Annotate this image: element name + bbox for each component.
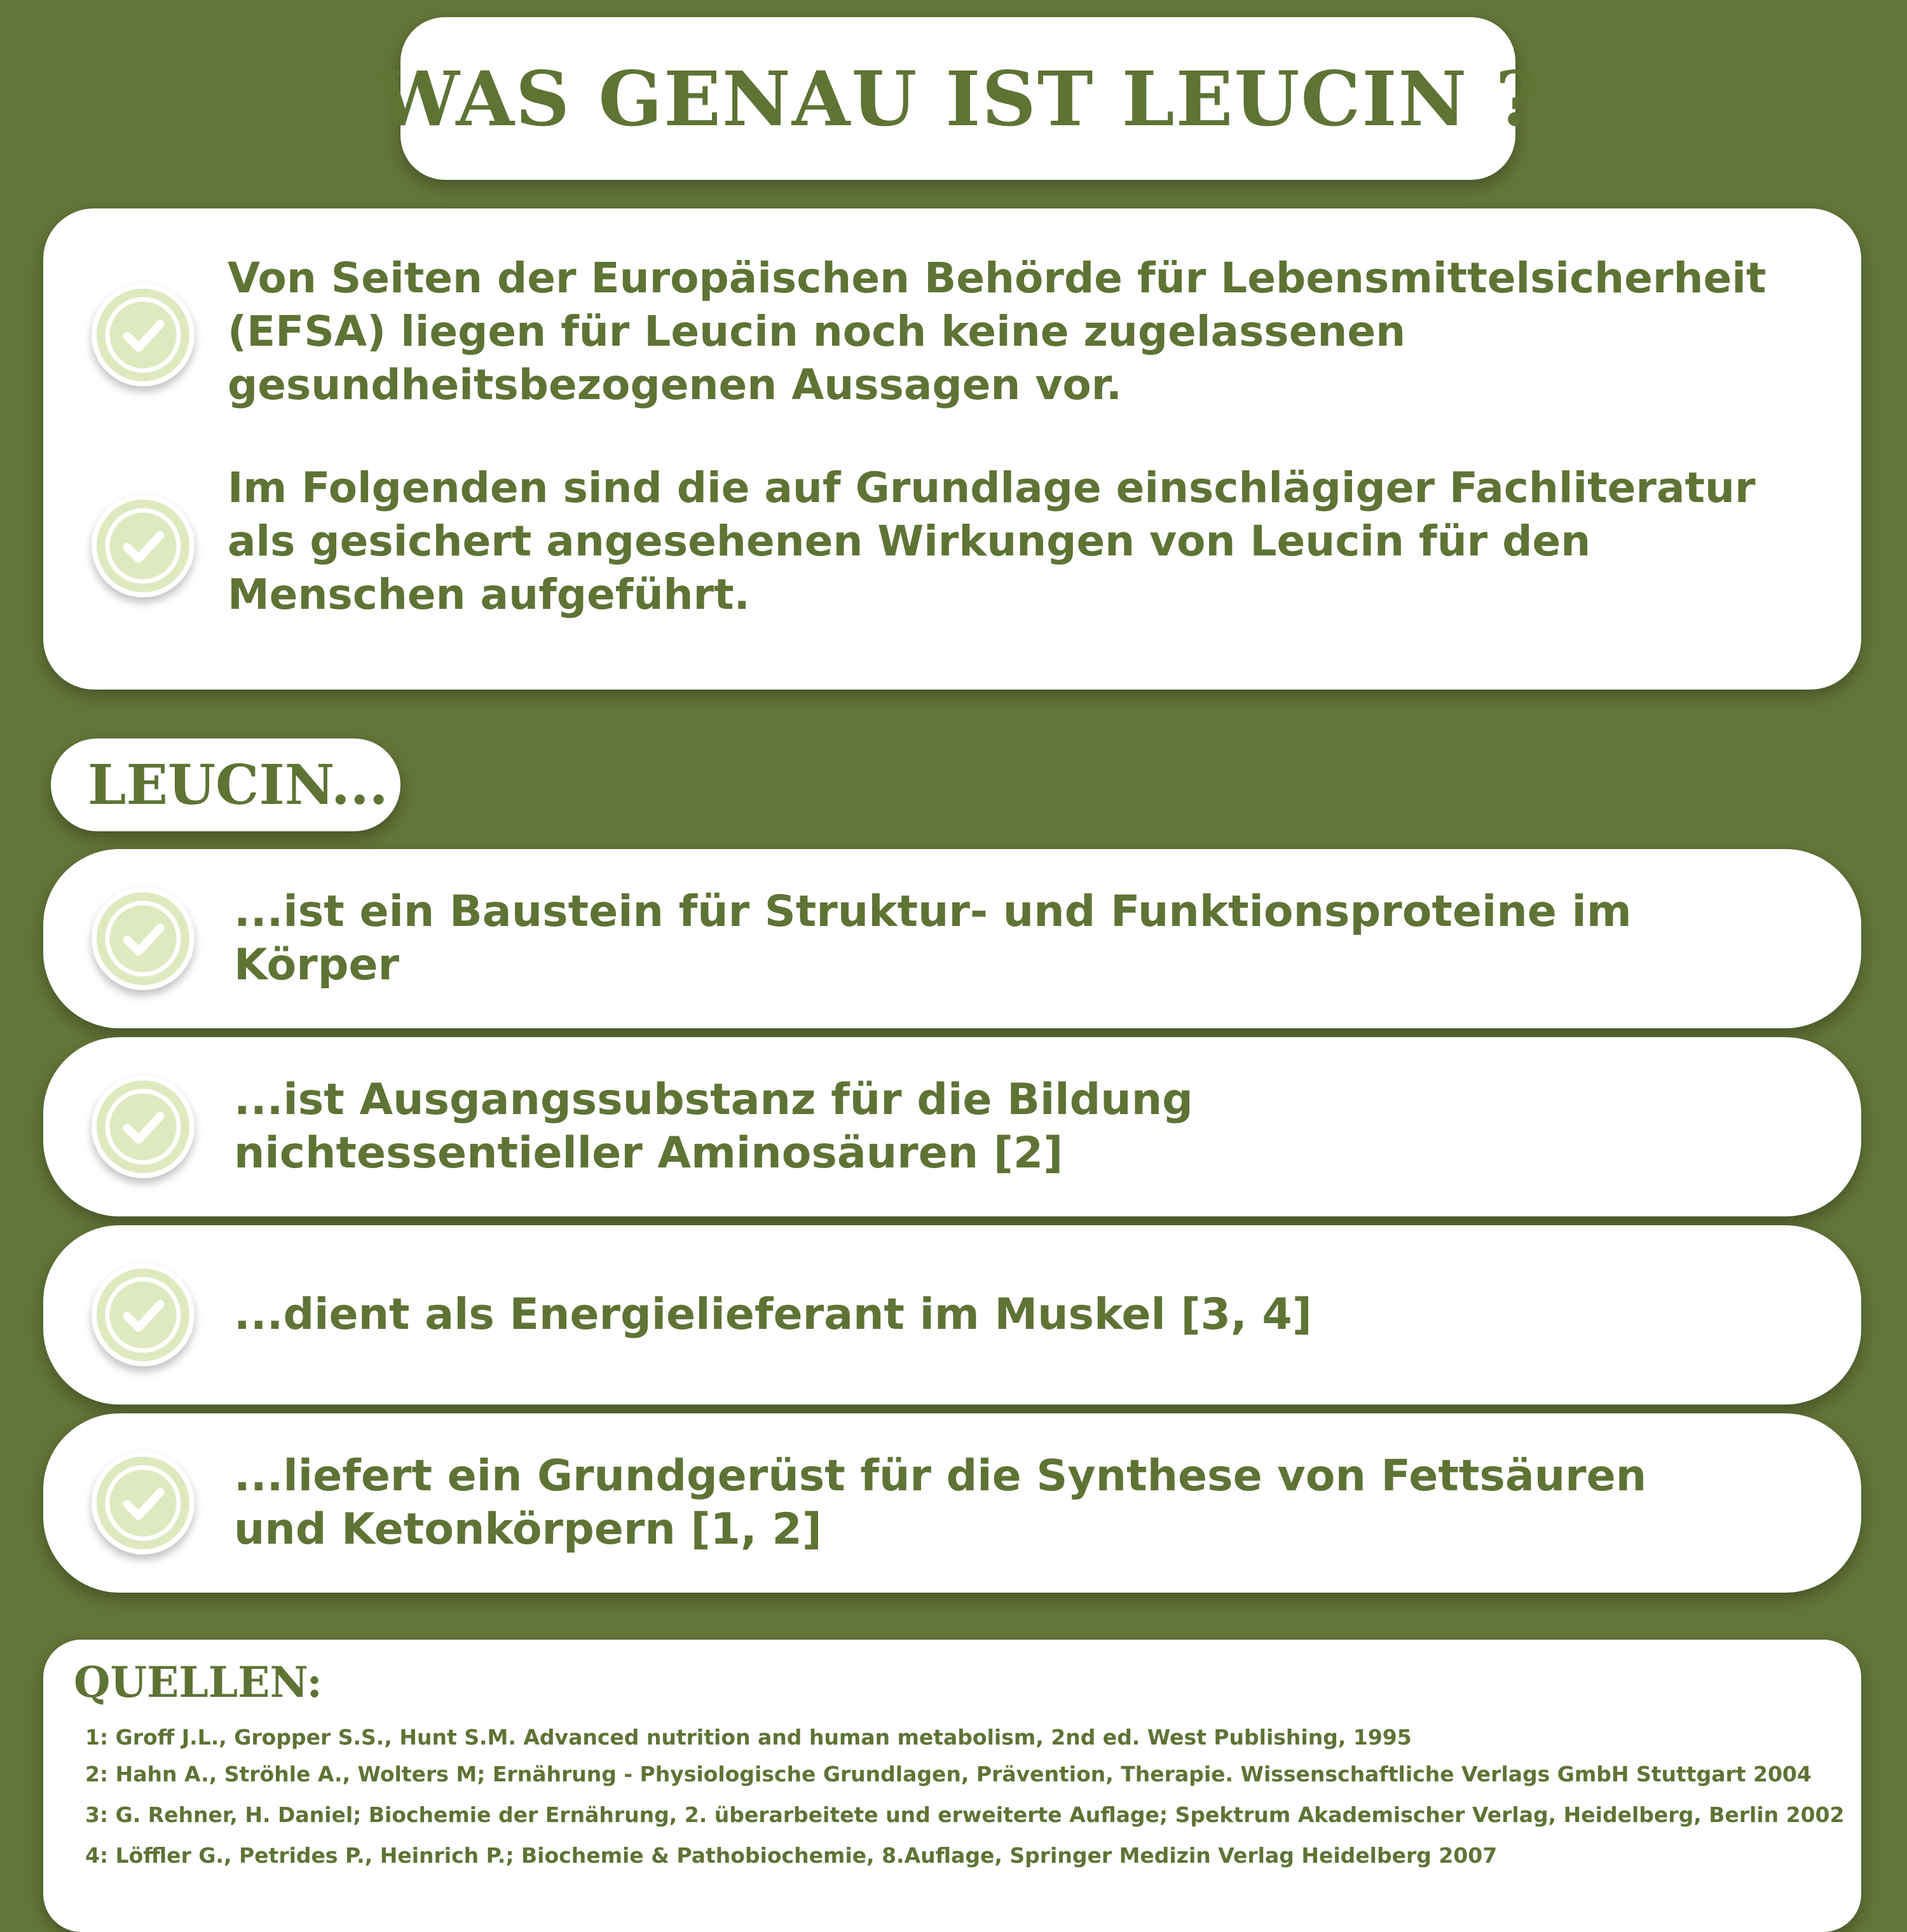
checkmark-icon <box>92 283 195 386</box>
leucin-heading <box>51 738 400 831</box>
checkmark-icon <box>92 1075 195 1178</box>
source-entry: 3: G. Rehner, H. Daniel; Biochemie der Ernährung, 2. überarbeitete und erweiterte Auflage; Spektrum Akademischer Verlag, Heidelberg, Berlin 2002 <box>85 1802 1845 1827</box>
list-item <box>43 1225 1861 1405</box>
list-item-text: ...liefert ein Grundgerüst für die Synthese von Fettsäuren und Ketonkörpern [1, 2] <box>234 1451 1647 1554</box>
page-title: WAS GENAU IST LEUCIN ? <box>375 54 1541 143</box>
source-entry: 4: Löffler G., Petrides P., Heinrich P.; Biochemie & Pathobiochemie, 8.Auflage, Springer Medizin Verlag Heidelberg 2007 <box>85 1843 1498 1868</box>
intro-paragraph: Im Folgenden sind die auf Grundlage einschlägiger Fachliteratur als gesichert angesehenen Wirkungen von Leucin für den Menschen aufgeführt. <box>228 463 1756 619</box>
checkmark-icon <box>92 494 195 597</box>
intro-paragraph: Von Seiten der Europäischen Behörde für Lebensmittelsicherheit (EFSA) liegen für Leucin noch keine zugelassenen gesundheitsbezogenen Aussagen vor. <box>228 254 1767 409</box>
checkmark-icon <box>92 887 195 990</box>
sources-card <box>43 1640 1861 1932</box>
leucin-heading-label: LEUCIN... <box>88 752 388 817</box>
source-entry: 2: Hahn A., Ströhle A., Wolters M; Ernährung - Physiologische Grundlagen, Prävention, Therapie. Wissenschaftliche Verlags GmbH Stuttgart 2004 <box>85 1762 1812 1786</box>
checkmark-icon <box>92 1452 195 1554</box>
list-item-text: ...dient als Energielieferant im Muskel [3, 4] <box>234 1289 1312 1340</box>
list-item-text: ...ist Ausgangssubstanz für die Bildung nichtessentieller Aminosäuren [2] <box>234 1075 1193 1178</box>
list-item-text: ...ist ein Baustein für Struktur- und Funktionsproteine im Körper <box>234 887 1632 990</box>
intro-card <box>43 208 1861 690</box>
source-entry: 1: Groff J.L., Gropper S.S., Hunt S.M. Advanced nutrition and human metabolism, 2nd ed. West Publishing, 1995 <box>85 1725 1412 1750</box>
checkmark-icon <box>92 1263 195 1366</box>
list-item <box>43 849 1861 1028</box>
list-item <box>43 1037 1861 1216</box>
list-item <box>43 1413 1861 1593</box>
sources-heading: QUELLEN: <box>74 1657 322 1707</box>
title-banner <box>375 17 1541 180</box>
